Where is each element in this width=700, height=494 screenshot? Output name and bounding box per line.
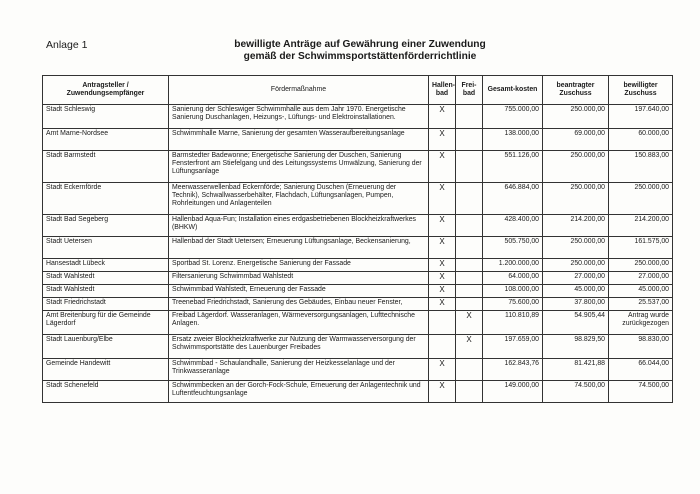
cell-indoor: X — [429, 129, 456, 151]
table-row — [43, 151, 673, 183]
cell-measure: Filtersanierung Schwimmbad Wahlstedt — [169, 272, 429, 285]
cell-requested: 250.000,00 — [543, 105, 609, 129]
cell-granted: 60.000,00 — [609, 129, 673, 151]
cell-outdoor — [456, 272, 483, 285]
title-line-1: bewilligte Anträge auf Gewährung einer Zuwendung — [234, 39, 486, 50]
cell-granted: 98.830,00 — [609, 335, 673, 359]
table-row — [43, 105, 673, 129]
cell-measure: Schwimmbecken an der Gorch-Fock-Schule, Erneuerung der Anlagentechnik und Luftentfeuchtungsanlage — [169, 381, 429, 403]
cell-granted: 25.537,00 — [609, 298, 673, 311]
cell-requested: 250.000,00 — [543, 237, 609, 259]
title-line-2: gemäß der Schwimmsportstättenförderrichtlinie — [243, 51, 477, 62]
cell-applicant: Stadt Friedrichstadt — [43, 298, 169, 311]
cell-applicant: Stadt Bad Segeberg — [43, 215, 169, 237]
cell-outdoor — [456, 129, 483, 151]
cell-indoor: X — [429, 105, 456, 129]
cell-measure: Hallenbad Aqua-Fun; Installation eines erdgasbetriebenen Blockheizkraftwerkes (BHKW) — [169, 215, 429, 237]
cell-total: 138.000,00 — [483, 129, 543, 151]
cell-total: 197.659,00 — [483, 335, 543, 359]
cell-applicant: Hansestadt Lübeck — [43, 259, 169, 272]
cell-granted: 161.575,00 — [609, 237, 673, 259]
cell-measure: Meerwasserwellenbad Eckernförde; Sanierung Duschen (Erneuerung der Technik), Schwallwasserbehälter, Flachdach, Lüftungsanlagen, Pumpen, Rohrleitungen und Anlagenteilen — [169, 183, 429, 215]
table-row — [43, 381, 673, 403]
cell-requested: 250.000,00 — [543, 259, 609, 272]
cell-indoor: X — [429, 151, 456, 183]
table-header-row — [43, 76, 673, 105]
cell-applicant: Stadt Schenefeld — [43, 381, 169, 403]
cell-indoor: X — [429, 272, 456, 285]
header-measure: Fördermaßnahme — [169, 76, 429, 105]
cell-measure: Freibad Lägerdorf. Wasseranlagen, Wärmeversorgungsanlagen, Lufttechnische Anlagen. — [169, 311, 429, 335]
cell-measure: Sportbad St. Lorenz. Energetische Sanierung der Fassade — [169, 259, 429, 272]
cell-indoor: X — [429, 183, 456, 215]
cell-total: 110.810,89 — [483, 311, 543, 335]
cell-granted: 27.000,00 — [609, 272, 673, 285]
table-row — [43, 215, 673, 237]
cell-measure: Schwimmhalle Marne, Sanierung der gesamten Wasseraufbereitungsanlage — [169, 129, 429, 151]
cell-outdoor — [456, 285, 483, 298]
cell-granted: 214.200,00 — [609, 215, 673, 237]
cell-granted: 66.044,00 — [609, 359, 673, 381]
cell-applicant: Amt Breitenburg für die Gemeinde Lägerdorf — [43, 311, 169, 335]
cell-total: 1.200.000,00 — [483, 259, 543, 272]
table-row — [43, 272, 673, 285]
cell-outdoor: X — [456, 335, 483, 359]
cell-requested: 69.000,00 — [543, 129, 609, 151]
cell-measure: Schwimmbad - Schaulandhalle, Sanierung der Heizkesselanlage und der Trinkwasseranlage — [169, 359, 429, 381]
table-row — [43, 359, 673, 381]
cell-total: 646.884,00 — [483, 183, 543, 215]
cell-outdoor — [456, 381, 483, 403]
cell-indoor: X — [429, 285, 456, 298]
table-row — [43, 129, 673, 151]
cell-indoor: X — [429, 237, 456, 259]
cell-total: 551.126,00 — [483, 151, 543, 183]
cell-requested: 98.829,50 — [543, 335, 609, 359]
annex-label: Anlage 1 — [46, 39, 88, 51]
cell-applicant: Stadt Barmstedt — [43, 151, 169, 183]
table-row — [43, 237, 673, 259]
cell-total: 428.400,00 — [483, 215, 543, 237]
cell-requested: 250.000,00 — [543, 183, 609, 215]
cell-outdoor — [456, 183, 483, 215]
table-row — [43, 259, 673, 272]
cell-outdoor — [456, 298, 483, 311]
cell-indoor: X — [429, 259, 456, 272]
cell-total: 162.843,76 — [483, 359, 543, 381]
cell-granted: Antrag wurde zurückgezogen — [609, 311, 673, 335]
header-outdoor: Frei-bad — [456, 76, 483, 105]
table-row — [43, 183, 673, 215]
grants-table — [42, 75, 673, 403]
cell-granted: 45.000,00 — [609, 285, 673, 298]
cell-applicant: Amt Marne-Nordsee — [43, 129, 169, 151]
cell-indoor — [429, 311, 456, 335]
header-requested: beantragter Zuschuss — [543, 76, 609, 105]
cell-requested: 27.000,00 — [543, 272, 609, 285]
cell-granted: 74.500,00 — [609, 381, 673, 403]
table-row — [43, 335, 673, 359]
cell-outdoor — [456, 151, 483, 183]
cell-measure: Ersatz zweier Blockheizkraftwerke zur Nutzung der Warmwasserversorgung der Schwimmsportstätte des Lauenburger Freibades — [169, 335, 429, 359]
cell-measure: Barmstedter Badewonne; Energetische Sanierung der Duschen, Sanierung Fensterfront am Stiefelgang und des Leitungssystems Umwälzung, Sanierung der Lüftungsanlage — [169, 151, 429, 183]
cell-total: 149.000,00 — [483, 381, 543, 403]
cell-outdoor — [456, 105, 483, 129]
document-title — [180, 39, 540, 63]
cell-applicant: Stadt Wahlstedt — [43, 285, 169, 298]
cell-granted: 250.000,00 — [609, 259, 673, 272]
header-indoor: Hallen-bad — [429, 76, 456, 105]
cell-measure: Treenebad Friedrichstadt, Sanierung des Gebäudes, Einbau neuer Fenster, — [169, 298, 429, 311]
cell-granted: 250.000,00 — [609, 183, 673, 215]
cell-requested: 214.200,00 — [543, 215, 609, 237]
cell-requested: 54.905,44 — [543, 311, 609, 335]
cell-indoor: X — [429, 381, 456, 403]
cell-total: 755.000,00 — [483, 105, 543, 129]
cell-indoor: X — [429, 298, 456, 311]
cell-measure: Schwimmbad Wahlstedt, Erneuerung der Fassade — [169, 285, 429, 298]
cell-outdoor — [456, 359, 483, 381]
cell-measure: Sanierung der Schleswiger Schwimmhalle aus dem Jahr 1970. Energetische Sanierung Duschanlagen, Heizungs-, Lüftungs- und Elektroinstallationen. — [169, 105, 429, 129]
cell-requested: 45.000,00 — [543, 285, 609, 298]
cell-requested: 81.421,88 — [543, 359, 609, 381]
cell-applicant: Stadt Uetersen — [43, 237, 169, 259]
cell-requested: 250.000,00 — [543, 151, 609, 183]
header-total: Gesamt-kosten — [483, 76, 543, 105]
cell-total: 64.000,00 — [483, 272, 543, 285]
cell-outdoor: X — [456, 311, 483, 335]
cell-indoor: X — [429, 215, 456, 237]
cell-applicant: Gemeinde Handewitt — [43, 359, 169, 381]
header-granted: bewilligter Zuschuss — [609, 76, 673, 105]
cell-applicant: Stadt Wahlstedt — [43, 272, 169, 285]
cell-granted: 197.640,00 — [609, 105, 673, 129]
cell-requested: 37.800,00 — [543, 298, 609, 311]
cell-applicant: Stadt Eckernförde — [43, 183, 169, 215]
cell-outdoor — [456, 237, 483, 259]
table-row — [43, 285, 673, 298]
cell-requested: 74.500,00 — [543, 381, 609, 403]
cell-measure: Hallenbad der Stadt Uetersen; Erneuerung Lüftungsanlage, Beckensanierung, — [169, 237, 429, 259]
cell-indoor: X — [429, 359, 456, 381]
cell-applicant: Stadt Schleswig — [43, 105, 169, 129]
cell-total: 75.600,00 — [483, 298, 543, 311]
cell-applicant: Stadt Lauenburg/Elbe — [43, 335, 169, 359]
table-body — [43, 105, 673, 403]
cell-total: 108.000,00 — [483, 285, 543, 298]
cell-granted: 150.883,00 — [609, 151, 673, 183]
cell-indoor — [429, 335, 456, 359]
cell-outdoor — [456, 259, 483, 272]
header-applicant: Antragsteller / Zuwendungsempfänger — [43, 76, 169, 105]
cell-total: 505.750,00 — [483, 237, 543, 259]
table-row — [43, 311, 673, 335]
cell-outdoor — [456, 215, 483, 237]
table-row — [43, 298, 673, 311]
